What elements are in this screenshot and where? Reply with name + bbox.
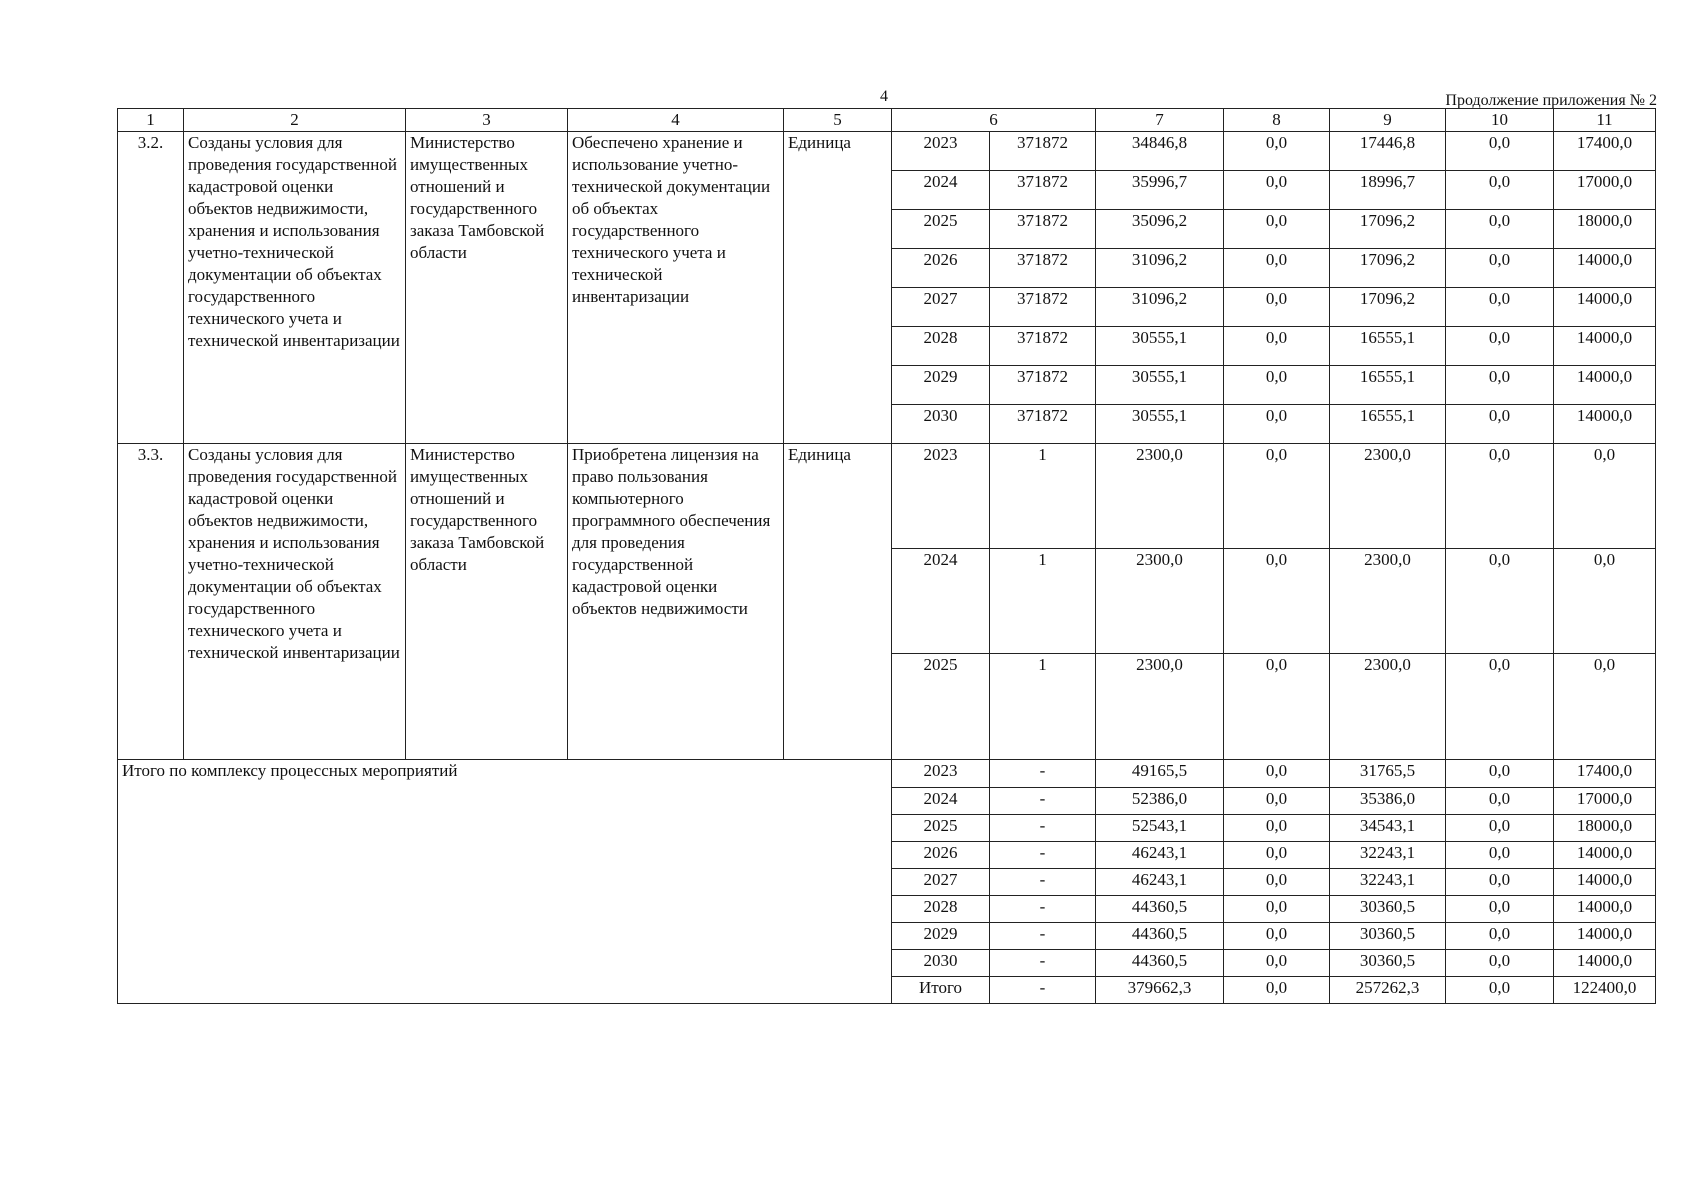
data-cell-c8: 0,0 xyxy=(1224,327,1330,366)
total-cell-c11: 18000,0 xyxy=(1554,815,1656,842)
col-header: 6 xyxy=(892,109,1096,132)
page-number: 4 xyxy=(880,88,888,105)
data-cell-c10: 0,0 xyxy=(1446,249,1554,288)
item-name: Созданы условия для проведения государственной кадастровой оценки объектов недвижимости, хранения и использования учетно-технической документации об объектах государственного технического учета и технической инвентаризации xyxy=(184,132,406,444)
col-header: 10 xyxy=(1446,109,1554,132)
total-cell-c8: 0,0 xyxy=(1224,788,1330,815)
total-cell-year: 2030 xyxy=(892,950,990,977)
data-cell-c8: 0,0 xyxy=(1224,654,1330,760)
data-cell-year: 2030 xyxy=(892,405,990,444)
total-cell-c9: 35386,0 xyxy=(1330,788,1446,815)
item-executor: Министерство имущественных отношений и государственного заказа Тамбовской области xyxy=(406,444,568,760)
data-cell-year: 2023 xyxy=(892,132,990,171)
total-cell-c8: 0,0 xyxy=(1224,896,1330,923)
data-cell-c11: 0,0 xyxy=(1554,654,1656,760)
data-cell-c11: 14000,0 xyxy=(1554,366,1656,405)
total-cell-c10: 0,0 xyxy=(1446,977,1554,1004)
data-cell-c11: 18000,0 xyxy=(1554,210,1656,249)
item-name: Созданы условия для проведения государственной кадастровой оценки объектов недвижимости, хранения и использования учетно-технической документации об объектах государственного технического учета и технической инвентаризации xyxy=(184,444,406,760)
data-cell-c8: 0,0 xyxy=(1224,366,1330,405)
col-header: 4 xyxy=(568,109,784,132)
data-cell-c8: 0,0 xyxy=(1224,132,1330,171)
total-cell-year: Итого xyxy=(892,977,990,1004)
data-cell-c7: 31096,2 xyxy=(1096,249,1224,288)
item-executor: Министерство имущественных отношений и государственного заказа Тамбовской области xyxy=(406,132,568,444)
total-cell-value: - xyxy=(990,923,1096,950)
data-cell-c8: 0,0 xyxy=(1224,444,1330,549)
total-cell-c10: 0,0 xyxy=(1446,842,1554,869)
total-cell-value: - xyxy=(990,815,1096,842)
col-header: 7 xyxy=(1096,109,1224,132)
data-cell-c9: 17096,2 xyxy=(1330,210,1446,249)
data-cell-c7: 2300,0 xyxy=(1096,549,1224,654)
data-cell-c11: 14000,0 xyxy=(1554,249,1656,288)
data-cell-c8: 0,0 xyxy=(1224,171,1330,210)
total-cell-c11: 17000,0 xyxy=(1554,788,1656,815)
total-cell-value: - xyxy=(990,788,1096,815)
data-cell-value: 371872 xyxy=(990,327,1096,366)
total-cell-value: - xyxy=(990,842,1096,869)
col-header: 3 xyxy=(406,109,568,132)
total-cell-c11: 14000,0 xyxy=(1554,842,1656,869)
total-cell-c9: 31765,5 xyxy=(1330,760,1446,788)
data-cell-c9: 17446,8 xyxy=(1330,132,1446,171)
total-cell-c7: 46243,1 xyxy=(1096,842,1224,869)
data-cell-year: 2025 xyxy=(892,654,990,760)
data-cell-c9: 2300,0 xyxy=(1330,654,1446,760)
total-cell-c11: 17400,0 xyxy=(1554,760,1656,788)
data-cell-value: 371872 xyxy=(990,288,1096,327)
data-cell-c10: 0,0 xyxy=(1446,327,1554,366)
data-cell-value: 371872 xyxy=(990,171,1096,210)
total-cell-value: - xyxy=(990,977,1096,1004)
total-cell-c7: 49165,5 xyxy=(1096,760,1224,788)
data-cell-c8: 0,0 xyxy=(1224,405,1330,444)
total-label: Итого по комплексу процессных мероприятий xyxy=(118,760,892,1004)
data-cell-c7: 2300,0 xyxy=(1096,654,1224,760)
total-cell-c7: 52386,0 xyxy=(1096,788,1224,815)
total-cell-c7: 44360,5 xyxy=(1096,896,1224,923)
total-cell-c11: 14000,0 xyxy=(1554,896,1656,923)
data-cell-c11: 0,0 xyxy=(1554,444,1656,549)
data-cell-c7: 2300,0 xyxy=(1096,444,1224,549)
data-cell-c10: 0,0 xyxy=(1446,366,1554,405)
program-table xyxy=(117,108,1656,1004)
data-cell-value: 371872 xyxy=(990,366,1096,405)
table-row xyxy=(118,444,1656,549)
data-cell-c9: 17096,2 xyxy=(1330,288,1446,327)
data-cell-c7: 30555,1 xyxy=(1096,327,1224,366)
data-cell-c10: 0,0 xyxy=(1446,444,1554,549)
total-cell-c10: 0,0 xyxy=(1446,760,1554,788)
data-cell-year: 2023 xyxy=(892,444,990,549)
data-cell-c11: 14000,0 xyxy=(1554,405,1656,444)
data-cell-c11: 17400,0 xyxy=(1554,132,1656,171)
total-cell-year: 2029 xyxy=(892,923,990,950)
total-cell-c7: 46243,1 xyxy=(1096,869,1224,896)
total-cell-value: - xyxy=(990,760,1096,788)
data-cell-c9: 2300,0 xyxy=(1330,549,1446,654)
total-cell-c8: 0,0 xyxy=(1224,977,1330,1004)
data-cell-year: 2025 xyxy=(892,210,990,249)
col-header: 5 xyxy=(784,109,892,132)
data-cell-c10: 0,0 xyxy=(1446,210,1554,249)
item-unit: Единица xyxy=(784,444,892,760)
total-cell-c10: 0,0 xyxy=(1446,788,1554,815)
col-header: 1 xyxy=(118,109,184,132)
total-cell-value: - xyxy=(990,869,1096,896)
data-cell-year: 2024 xyxy=(892,171,990,210)
data-cell-c10: 0,0 xyxy=(1446,288,1554,327)
data-cell-c10: 0,0 xyxy=(1446,654,1554,760)
total-cell-c9: 30360,5 xyxy=(1330,950,1446,977)
data-cell-c9: 16555,1 xyxy=(1330,327,1446,366)
data-cell-c8: 0,0 xyxy=(1224,210,1330,249)
data-cell-c9: 2300,0 xyxy=(1330,444,1446,549)
column-number-row xyxy=(118,109,1656,132)
col-header: 11 xyxy=(1554,109,1656,132)
data-cell-value: 1 xyxy=(990,549,1096,654)
data-cell-year: 2027 xyxy=(892,288,990,327)
total-cell-c10: 0,0 xyxy=(1446,896,1554,923)
total-cell-c7: 44360,5 xyxy=(1096,950,1224,977)
col-header: 9 xyxy=(1330,109,1446,132)
total-cell-c7: 52543,1 xyxy=(1096,815,1224,842)
total-cell-c9: 32243,1 xyxy=(1330,842,1446,869)
data-cell-value: 371872 xyxy=(990,132,1096,171)
total-row xyxy=(118,760,1656,788)
total-cell-year: 2027 xyxy=(892,869,990,896)
data-cell-c9: 18996,7 xyxy=(1330,171,1446,210)
total-cell-year: 2028 xyxy=(892,896,990,923)
total-cell-c7: 379662,3 xyxy=(1096,977,1224,1004)
item-number: 3.2. xyxy=(118,132,184,444)
data-cell-c7: 35996,7 xyxy=(1096,171,1224,210)
col-header: 2 xyxy=(184,109,406,132)
data-cell-c9: 16555,1 xyxy=(1330,405,1446,444)
total-cell-c10: 0,0 xyxy=(1446,923,1554,950)
item-result: Приобретена лицензия на право пользования компьютерного программного обеспечения для проведения государственной кадастровой оценки объектов недвижимости xyxy=(568,444,784,760)
data-cell-value: 1 xyxy=(990,654,1096,760)
total-cell-year: 2026 xyxy=(892,842,990,869)
total-cell-year: 2024 xyxy=(892,788,990,815)
total-cell-c9: 257262,3 xyxy=(1330,977,1446,1004)
item-number: 3.3. xyxy=(118,444,184,760)
data-cell-c7: 34846,8 xyxy=(1096,132,1224,171)
continuation-caption: Продолжение приложения № 2 xyxy=(1445,92,1657,109)
total-cell-c10: 0,0 xyxy=(1446,815,1554,842)
data-cell-c11: 17000,0 xyxy=(1554,171,1656,210)
total-cell-c11: 122400,0 xyxy=(1554,977,1656,1004)
total-cell-year: 2025 xyxy=(892,815,990,842)
data-cell-c10: 0,0 xyxy=(1446,549,1554,654)
data-cell-value: 371872 xyxy=(990,249,1096,288)
data-cell-c7: 35096,2 xyxy=(1096,210,1224,249)
data-cell-c10: 0,0 xyxy=(1446,405,1554,444)
total-cell-c9: 32243,1 xyxy=(1330,869,1446,896)
total-cell-c9: 34543,1 xyxy=(1330,815,1446,842)
data-cell-c11: 0,0 xyxy=(1554,549,1656,654)
total-cell-c11: 14000,0 xyxy=(1554,950,1656,977)
total-cell-c11: 14000,0 xyxy=(1554,923,1656,950)
total-cell-year: 2023 xyxy=(892,760,990,788)
item-unit: Единица xyxy=(784,132,892,444)
data-cell-year: 2029 xyxy=(892,366,990,405)
total-cell-c8: 0,0 xyxy=(1224,760,1330,788)
total-cell-c8: 0,0 xyxy=(1224,923,1330,950)
data-cell-c7: 30555,1 xyxy=(1096,366,1224,405)
data-cell-value: 371872 xyxy=(990,405,1096,444)
total-cell-c10: 0,0 xyxy=(1446,950,1554,977)
total-cell-c9: 30360,5 xyxy=(1330,923,1446,950)
data-cell-c10: 0,0 xyxy=(1446,171,1554,210)
data-cell-c9: 17096,2 xyxy=(1330,249,1446,288)
total-cell-c7: 44360,5 xyxy=(1096,923,1224,950)
data-cell-c7: 31096,2 xyxy=(1096,288,1224,327)
total-cell-c11: 14000,0 xyxy=(1554,869,1656,896)
total-cell-c8: 0,0 xyxy=(1224,869,1330,896)
item-result: Обеспечено хранение и использование учетно-технической документации об объектах государственного технического учета и технической инвентаризации xyxy=(568,132,784,444)
total-cell-value: - xyxy=(990,896,1096,923)
data-cell-value: 371872 xyxy=(990,210,1096,249)
data-cell-c7: 30555,1 xyxy=(1096,405,1224,444)
data-cell-c9: 16555,1 xyxy=(1330,366,1446,405)
data-cell-year: 2028 xyxy=(892,327,990,366)
total-cell-c10: 0,0 xyxy=(1446,869,1554,896)
total-cell-value: - xyxy=(990,950,1096,977)
data-cell-value: 1 xyxy=(990,444,1096,549)
data-cell-c8: 0,0 xyxy=(1224,288,1330,327)
data-cell-c11: 14000,0 xyxy=(1554,288,1656,327)
total-cell-c8: 0,0 xyxy=(1224,815,1330,842)
data-cell-c10: 0,0 xyxy=(1446,132,1554,171)
total-cell-c9: 30360,5 xyxy=(1330,896,1446,923)
total-cell-c8: 0,0 xyxy=(1224,842,1330,869)
data-cell-c11: 14000,0 xyxy=(1554,327,1656,366)
data-cell-year: 2026 xyxy=(892,249,990,288)
data-cell-c8: 0,0 xyxy=(1224,249,1330,288)
col-header: 8 xyxy=(1224,109,1330,132)
total-cell-c8: 0,0 xyxy=(1224,950,1330,977)
data-cell-c8: 0,0 xyxy=(1224,549,1330,654)
data-cell-year: 2024 xyxy=(892,549,990,654)
table-row xyxy=(118,132,1656,171)
